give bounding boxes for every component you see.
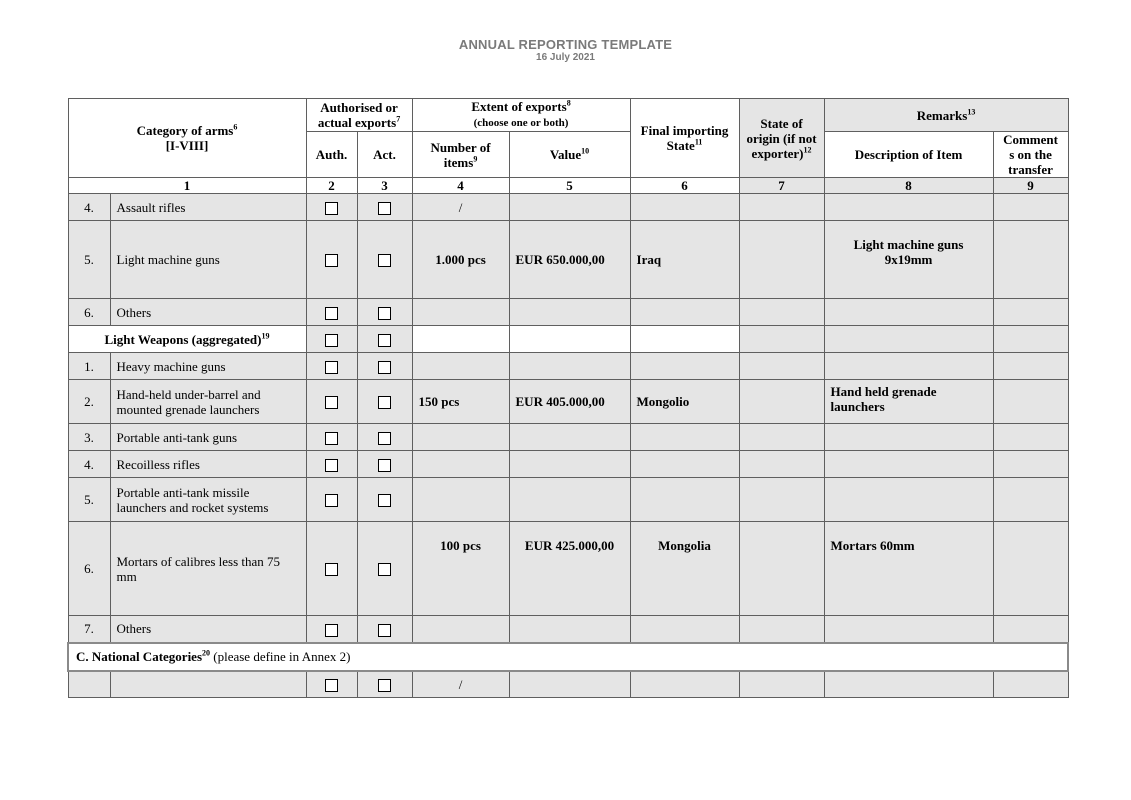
header-comments: Comment s on the transfer — [993, 132, 1068, 178]
act-cell — [357, 353, 412, 380]
origin-cell — [739, 194, 824, 221]
auth-checkbox[interactable] — [325, 624, 338, 637]
items-cell — [412, 353, 509, 380]
auth-checkbox[interactable] — [325, 563, 338, 576]
state-cell: Mongolio — [630, 380, 739, 424]
items-cell — [412, 326, 509, 353]
value-cell — [509, 326, 630, 353]
act-cell — [357, 380, 412, 424]
items-cell — [412, 478, 509, 522]
auth-cell — [306, 380, 357, 424]
items-cell: 100 pcs — [412, 522, 509, 616]
document-date: 16 July 2021 — [536, 52, 595, 63]
state-cell — [630, 326, 739, 353]
auth-cell — [306, 326, 357, 353]
state-cell: Mongolia — [630, 522, 739, 616]
auth-cell — [306, 299, 357, 326]
comment-cell — [993, 353, 1068, 380]
table-row — [68, 299, 1068, 326]
header-final-state: Final importing State$^{11}$ — [630, 99, 739, 178]
reporting-table — [67, 98, 1069, 698]
auth-checkbox[interactable] — [325, 334, 338, 347]
description-cell: Light machine guns 9x19mm — [824, 221, 993, 299]
act-checkbox[interactable] — [378, 307, 391, 320]
row-number: 4. — [68, 451, 110, 478]
act-cell — [357, 522, 412, 616]
auth-cell — [306, 221, 357, 299]
row-label: Portable anti-tank missile launchers and rocket systems — [110, 478, 306, 522]
act-cell — [357, 616, 412, 643]
auth-checkbox[interactable] — [325, 254, 338, 267]
row-number: 3. — [68, 424, 110, 451]
header-remarks: Remarks$^{13}$ — [824, 99, 1068, 132]
header-act: Act. — [357, 132, 412, 178]
header-number: Number of items$^9$ — [412, 132, 509, 178]
description-cell — [824, 424, 993, 451]
value-cell — [509, 478, 630, 522]
row-label: Recoilless rifles — [110, 451, 306, 478]
row-label: Portable anti-tank guns — [110, 424, 306, 451]
comment-cell — [993, 671, 1068, 698]
header-auth: Auth. — [306, 132, 357, 178]
comment-cell — [993, 424, 1068, 451]
act-cell — [357, 424, 412, 451]
auth-checkbox[interactable] — [325, 307, 338, 320]
column-number: 2 — [306, 178, 357, 194]
auth-cell — [306, 451, 357, 478]
value-cell: EUR 405.000,00 — [509, 380, 630, 424]
comment-cell — [993, 522, 1068, 616]
row-number — [68, 671, 110, 698]
auth-cell — [306, 353, 357, 380]
auth-cell — [306, 478, 357, 522]
auth-cell — [306, 616, 357, 643]
header-value: Value$^{10}$ — [509, 132, 630, 178]
items-cell: 150 pcs — [412, 380, 509, 424]
act-checkbox[interactable] — [378, 624, 391, 637]
auth-checkbox[interactable] — [325, 396, 338, 409]
row-label: Light machine guns — [110, 221, 306, 299]
act-checkbox[interactable] — [378, 679, 391, 692]
act-cell — [357, 326, 412, 353]
description-cell — [824, 194, 993, 221]
column-number: 6 — [630, 178, 739, 194]
act-cell — [357, 478, 412, 522]
light-weapons-row — [68, 326, 1068, 353]
value-cell — [509, 616, 630, 643]
value-cell — [509, 194, 630, 221]
act-checkbox[interactable] — [378, 361, 391, 374]
origin-cell — [739, 522, 824, 616]
description-cell — [824, 616, 993, 643]
items-cell: 1.000 pcs — [412, 221, 509, 299]
state-cell — [630, 451, 739, 478]
document-title: ANNUAL REPORTING TEMPLATE — [458, 37, 673, 52]
state-cell: Iraq — [630, 221, 739, 299]
column-number: 1 — [68, 178, 306, 194]
header-category: Category of arms$^6$ [I-VIII] — [68, 99, 306, 178]
row-number: 5. — [68, 478, 110, 522]
act-checkbox[interactable] — [378, 396, 391, 409]
state-cell — [630, 424, 739, 451]
comment-cell — [993, 616, 1068, 643]
auth-checkbox[interactable] — [325, 202, 338, 215]
table-row — [68, 353, 1068, 380]
description-cell — [824, 353, 993, 380]
act-cell — [357, 671, 412, 698]
row-label: Others — [110, 616, 306, 643]
act-cell — [357, 194, 412, 221]
table-row — [68, 522, 1068, 616]
comment-cell — [993, 299, 1068, 326]
description-cell: Hand held grenade launchers — [824, 380, 993, 424]
table-row — [68, 194, 1068, 221]
items-cell — [412, 299, 509, 326]
comment-cell — [993, 380, 1068, 424]
value-cell — [509, 353, 630, 380]
table-row — [68, 451, 1068, 478]
origin-cell — [739, 424, 824, 451]
description-cell — [824, 671, 993, 698]
items-cell — [412, 616, 509, 643]
table-row — [68, 221, 1068, 299]
act-cell — [357, 221, 412, 299]
national-categories-heading: C. National Categories$^{20}$ (please define in Annex 2) — [68, 643, 1068, 671]
comment-cell — [993, 326, 1068, 353]
header-authorised: Authorised or actual exports$^7$ — [306, 99, 412, 132]
act-checkbox[interactable] — [378, 563, 391, 576]
state-cell — [630, 478, 739, 522]
origin-cell — [739, 478, 824, 522]
row-number: 4. — [68, 194, 110, 221]
act-cell — [357, 451, 412, 478]
header-description: Description of Item — [824, 132, 993, 178]
table-row — [68, 424, 1068, 451]
row-label: Hand-held under-barrel and mounted grenade launchers — [110, 380, 306, 424]
column-number: 4 — [412, 178, 509, 194]
items-cell — [412, 424, 509, 451]
act-checkbox[interactable] — [378, 432, 391, 445]
row-number: 1. — [68, 353, 110, 380]
auth-cell — [306, 671, 357, 698]
light-weapons-heading: Light Weapons (aggregated)$^{19}$ — [68, 326, 306, 353]
value-cell: EUR 650.000,00 — [509, 221, 630, 299]
act-checkbox[interactable] — [378, 459, 391, 472]
comment-cell — [993, 221, 1068, 299]
header-origin: State of origin (if not exporter)$^{12}$ — [739, 99, 824, 178]
items-cell: / — [412, 194, 509, 221]
state-cell — [630, 299, 739, 326]
act-cell — [357, 299, 412, 326]
act-checkbox[interactable] — [378, 254, 391, 267]
auth-checkbox[interactable] — [325, 459, 338, 472]
act-checkbox[interactable] — [378, 334, 391, 347]
state-cell — [630, 194, 739, 221]
origin-cell — [739, 380, 824, 424]
items-cell — [412, 451, 509, 478]
state-cell — [630, 353, 739, 380]
row-label: Heavy machine guns — [110, 353, 306, 380]
auth-checkbox[interactable] — [325, 679, 338, 692]
origin-cell — [739, 671, 824, 698]
table-row — [68, 671, 1068, 698]
description-cell — [824, 478, 993, 522]
row-label — [110, 671, 306, 698]
origin-cell — [739, 616, 824, 643]
value-cell: EUR 425.000,00 — [509, 522, 630, 616]
value-cell — [509, 299, 630, 326]
row-number: 7. — [68, 616, 110, 643]
table-row — [68, 380, 1068, 424]
comment-cell — [993, 194, 1068, 221]
row-number: 6. — [68, 522, 110, 616]
description-cell: Mortars 60mm — [824, 522, 993, 616]
table-row — [68, 478, 1068, 522]
value-cell — [509, 424, 630, 451]
comment-cell — [993, 478, 1068, 522]
header-extent: Extent of exports$^8$ (choose one or both) — [412, 99, 630, 132]
auth-cell — [306, 194, 357, 221]
description-cell — [824, 451, 993, 478]
national-categories-row — [68, 643, 1068, 671]
auth-checkbox[interactable] — [325, 494, 338, 507]
row-number: 5. — [68, 221, 110, 299]
row-label: Others — [110, 299, 306, 326]
value-cell — [509, 671, 630, 698]
act-checkbox[interactable] — [378, 494, 391, 507]
value-cell — [509, 451, 630, 478]
row-number: 6. — [68, 299, 110, 326]
act-checkbox[interactable] — [378, 202, 391, 215]
description-cell — [824, 326, 993, 353]
auth-cell — [306, 424, 357, 451]
column-number: 8 — [824, 178, 993, 194]
column-number: 9 — [993, 178, 1068, 194]
origin-cell — [739, 221, 824, 299]
auth-checkbox[interactable] — [325, 361, 338, 374]
origin-cell — [739, 451, 824, 478]
comment-cell — [993, 451, 1068, 478]
column-number-row — [68, 178, 1068, 194]
state-cell — [630, 671, 739, 698]
description-cell — [824, 299, 993, 326]
auth-checkbox[interactable] — [325, 432, 338, 445]
column-number: 3 — [357, 178, 412, 194]
table-row — [68, 616, 1068, 643]
column-number: 7 — [739, 178, 824, 194]
row-label: Assault rifles — [110, 194, 306, 221]
items-cell: / — [412, 671, 509, 698]
state-cell — [630, 616, 739, 643]
row-number: 2. — [68, 380, 110, 424]
origin-cell — [739, 299, 824, 326]
origin-cell — [739, 353, 824, 380]
origin-cell — [739, 326, 824, 353]
column-number: 5 — [509, 178, 630, 194]
row-label: Mortars of calibres less than 75 mm — [110, 522, 306, 616]
auth-cell — [306, 522, 357, 616]
